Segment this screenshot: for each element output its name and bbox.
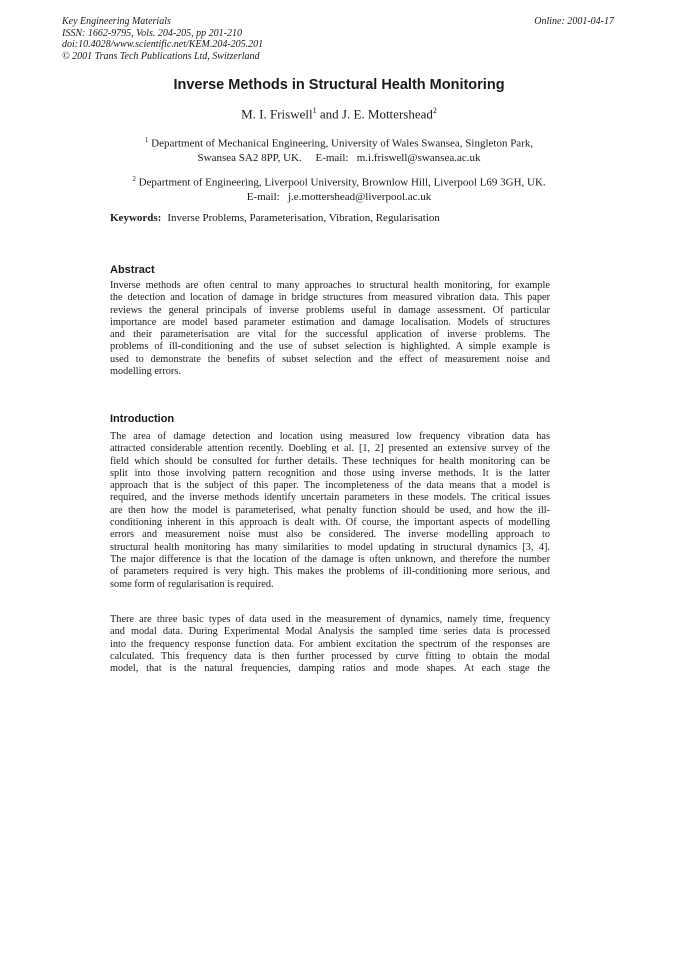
author-line xyxy=(0,106,678,122)
introduction-p1-line: required, and the inverse methods identify uncertain parameters in these models. The critical issues xyxy=(110,492,550,504)
introduction-p1-line: The major difference is that the location of the damage is often unknown, and therefore the number xyxy=(110,553,550,565)
abstract-line: problems of ill-conditioning and the use of subset selection is highlighted. A simple example is xyxy=(110,341,550,353)
abstract-line: Inverse methods are often central to many approaches to structural health monitoring, for example xyxy=(110,280,550,291)
introduction-heading: Introduction xyxy=(110,413,175,425)
affiliation-2 xyxy=(0,172,678,204)
affiliation-2-mark: 2 xyxy=(132,175,136,183)
affiliation-2-line-2: E-mail: j.e.mottershead@liverpool.ac.uk xyxy=(246,190,432,203)
introduction-p2-line: into the frequency response function data. For ambient excitation the spectrum of the responses are xyxy=(110,638,550,650)
abstract-line: modelling errors. xyxy=(110,366,181,378)
abstract-heading: Abstract xyxy=(110,264,155,276)
author-1-mark: 1 xyxy=(312,106,317,115)
introduction-p1-line: The area of damage detection and location using measured low frequency vibration data has xyxy=(110,431,550,442)
journal-name: Key Engineering Materials xyxy=(62,16,171,27)
keywords-text: Inverse Problems, Parameterisation, Vibration, Regularisation xyxy=(167,212,440,224)
introduction-p1-line: of parameters required is very high. This makes the problems of ill-conditioning more serious, and xyxy=(110,566,550,578)
introduction-p1-line: errors and measurement noise must also be considered. The inverse modelling approach to xyxy=(110,529,550,541)
introduction-p2-line: model, that is the natural frequencies, damping ratios and mode shapes. At each stage the xyxy=(110,663,550,675)
affiliation-1-line-2: Swansea SA2 8PP, UK. E-mail: m.i.friswell@swansea.ac.uk xyxy=(197,151,481,164)
online-date: Online: 2001-04-17 xyxy=(534,16,614,27)
introduction-p1-line: conditioning inherent in this approach is dealt with. Of course, the important aspects of modelling xyxy=(110,517,550,529)
keywords-label: Keywords: xyxy=(110,212,162,224)
introduction-p2-line: There are three basic types of data used in the measurement of dynamics, namely time, frequency xyxy=(110,614,550,625)
abstract-line: importance are model based parameter estimation and damage localisation. Models of structures xyxy=(110,316,550,328)
running-header xyxy=(62,16,263,62)
issn-line: ISSN: 1662-9795, Vols. 204-205, pp 201-210 xyxy=(62,27,242,39)
author-1: M. I. Friswell xyxy=(241,106,313,122)
author-conjunction: and xyxy=(316,106,342,122)
introduction-paragraph-1 xyxy=(110,431,550,591)
paper-title: Inverse Methods in Structural Health Monitoring xyxy=(173,77,505,93)
introduction-p2-line: and modal data. During Experimental Modal Analysis the sampled time series data is processed xyxy=(110,626,550,638)
abstract-line: used to demonstrate the benefits of subset selection and the effect of measurement noise and xyxy=(110,353,550,365)
introduction-paragraph-2 xyxy=(110,614,550,675)
introduction-p1-line: split into those involving pattern recognition and those using inverse methods. It is the latter xyxy=(110,467,550,479)
introduction-p1-line: approach that is the subject of this paper. The incompleteness of the data means that a model is xyxy=(110,480,550,492)
copyright-line: © 2001 Trans Tech Publications Ltd, Switzerland xyxy=(62,50,260,62)
introduction-p2-line: calculated. This frequency data is then further processed by curve fitting to obtain the modal xyxy=(110,650,550,662)
introduction-p1-line: field which should be consulted for further details. These techniques for health monitoring can be xyxy=(110,455,550,467)
introduction-p1-line: are then how the model is parameterised, what penalty function should be used, and how the ill- xyxy=(110,504,550,516)
doi-line: doi:10.4028/www.scientific.net/KEM.204-205.201 xyxy=(62,39,264,50)
keywords xyxy=(110,212,440,224)
abstract-body xyxy=(110,280,550,378)
introduction-p1-line: attracted considerable attention recently. Doebling et al. [1, 2] presented an extensive survey of the xyxy=(110,443,550,455)
affiliation-2-line-1: Department of Engineering, Liverpool University, Brownlow Hill, Liverpool L69 3GH, UK. xyxy=(135,176,546,189)
author-2-mark: 2 xyxy=(432,106,437,115)
abstract-line: the detection and location of damage in bridge structures from measured vibration data. This paper xyxy=(110,292,550,304)
abstract-line: reviews the general principals of inverse problems useful in damage assessment. Of particular xyxy=(110,304,550,316)
affiliation-1 xyxy=(0,133,678,165)
introduction-p1-line: some form of regularisation is required. xyxy=(110,578,274,590)
introduction-p1-line: structural health monitoring has many similarities to model updating in structural dynamics [3, 4]. xyxy=(110,541,550,553)
affiliation-1-mark: 1 xyxy=(144,136,149,144)
affiliation-1-line-1: Department of Mechanical Engineering, University of Wales Swansea, Singleton Park, xyxy=(148,137,534,150)
abstract-line: and their parameterisation are vital for the successful application of inverse problems. The xyxy=(110,329,550,341)
author-2: J. E. Mottershead xyxy=(341,106,433,122)
